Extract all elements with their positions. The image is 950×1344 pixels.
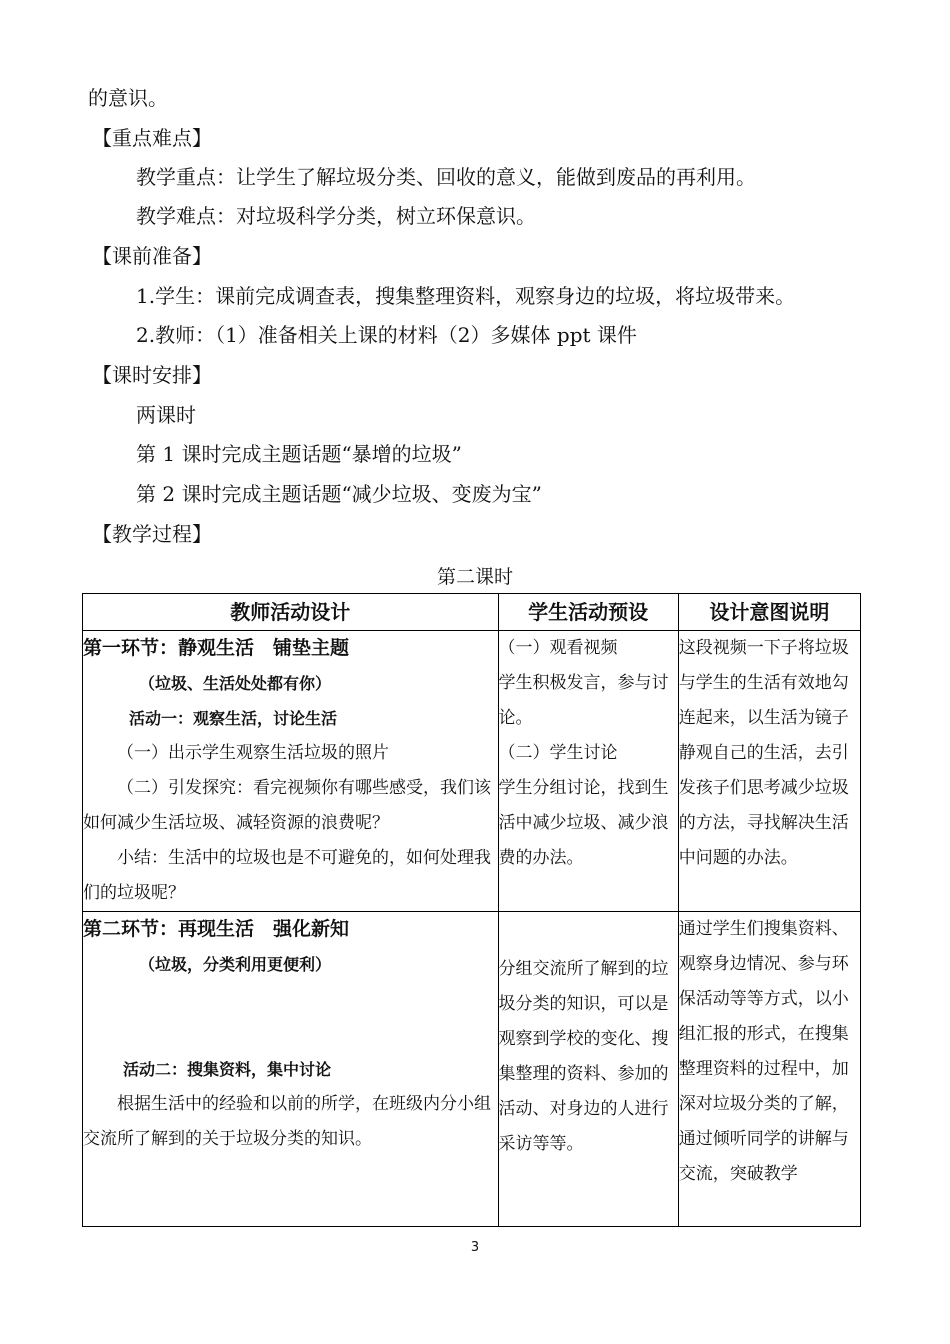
page-number: 3 — [470, 1240, 480, 1255]
heading-process: 【教学过程】 — [92, 522, 212, 546]
intent-text: 通过学生们搜集资料、观察身边情况、参与环保活动等等方式，以小组汇报的形式，在搜集整理资料的过程中，加深对垃圾分类的了解，通过倾听同学的讲解与交流，突破教学 — [678, 919, 849, 1184]
student-cell — [498, 912, 678, 1227]
table-row — [83, 912, 861, 1227]
key-focus: 教学重点：让学生了解垃圾分类、回收的意义，能做到废品的再利用。 — [136, 165, 756, 189]
paragraph: 小结：生活中的垃圾也是不可避免的，如何处理我们的垃圾呢？ — [83, 848, 491, 903]
intro-line: 的意识。 — [88, 86, 168, 110]
student-text: （二）学生讨论 — [498, 743, 618, 763]
prep-teacher: 2.教师：（1）准备相关上课的材料（2）多媒体 ppt 课件 — [136, 323, 637, 347]
spacer — [83, 982, 498, 1052]
schedule-total: 两课时 — [136, 403, 196, 427]
section-title: 第二环节：再现生活 强化新知 — [83, 918, 350, 940]
lesson-table — [82, 593, 861, 1227]
paragraph: （一）出示学生观察生活垃圾的照片 — [117, 743, 389, 763]
student-text: （一）观看视频 — [498, 638, 618, 658]
section-subtitle: （垃圾、生活处处都有你） — [139, 674, 332, 693]
section-title: 第一环节：静观生活 铺垫主题 — [83, 637, 350, 659]
heading-preparation: 【课前准备】 — [92, 244, 212, 268]
table-caption: 第二课时 — [436, 566, 513, 588]
activity-title: 活动一：观察生活，讨论生活 — [129, 709, 338, 728]
key-difficulty: 教学难点：对垃圾科学分类，树立环保意识。 — [136, 204, 536, 228]
schedule-lesson-1: 第 1 课时完成主题话题“暴增的垃圾” — [136, 442, 462, 466]
section-subtitle: （垃圾，分类利用更便利） — [139, 955, 332, 974]
schedule-lesson-2: 第 2 课时完成主题话题“减少垃圾、变废为宝” — [136, 482, 542, 506]
intent-cell — [678, 912, 860, 1227]
student-text: 学生积极发言，参与讨论。 — [498, 673, 669, 728]
table-row — [83, 631, 861, 912]
activity-title: 活动二：搜集资料，集中讨论 — [123, 1060, 332, 1079]
student-text: 学生分组讨论，找到生活中减少垃圾、减少浪费的办法。 — [498, 778, 669, 868]
table-header-row — [83, 594, 861, 631]
intent-text: 这段视频一下子将垃圾与学生的生活有效地勾连起来，以生活为镜子静观自己的生活，去引发孩子们思考减少垃圾的方法，寻找解决生活中问题的办法。 — [678, 638, 849, 868]
student-text: 分组交流所了解到的垃圾分类的知识，可以是观察到学校的变化、搜集整理的资料、参加的活动、对身边的人进行采访等等。 — [498, 959, 669, 1154]
header-intent: 设计意图说明 — [678, 594, 860, 631]
heading-schedule: 【课时安排】 — [92, 363, 212, 387]
header-teacher: 教师活动设计 — [83, 594, 499, 631]
student-cell — [498, 631, 678, 912]
teacher-cell — [83, 631, 499, 912]
paragraph: （二）引发探究：看完视频你有哪些感受，我们该如何减少生活垃圾、减轻资源的浪费呢？ — [83, 778, 491, 833]
teacher-cell — [83, 912, 499, 1227]
header-student: 学生活动预设 — [498, 594, 678, 631]
prep-student: 1.学生：课前完成调查表，搜集整理资料，观察身边的垃圾，将垃圾带来。 — [136, 284, 796, 308]
heading-key-points: 【重点难点】 — [92, 126, 212, 150]
intent-cell — [678, 631, 860, 912]
paragraph: 根据生活中的经验和以前的所学，在班级内分小组交流所了解到的关于垃圾分类的知识。 — [83, 1094, 491, 1149]
